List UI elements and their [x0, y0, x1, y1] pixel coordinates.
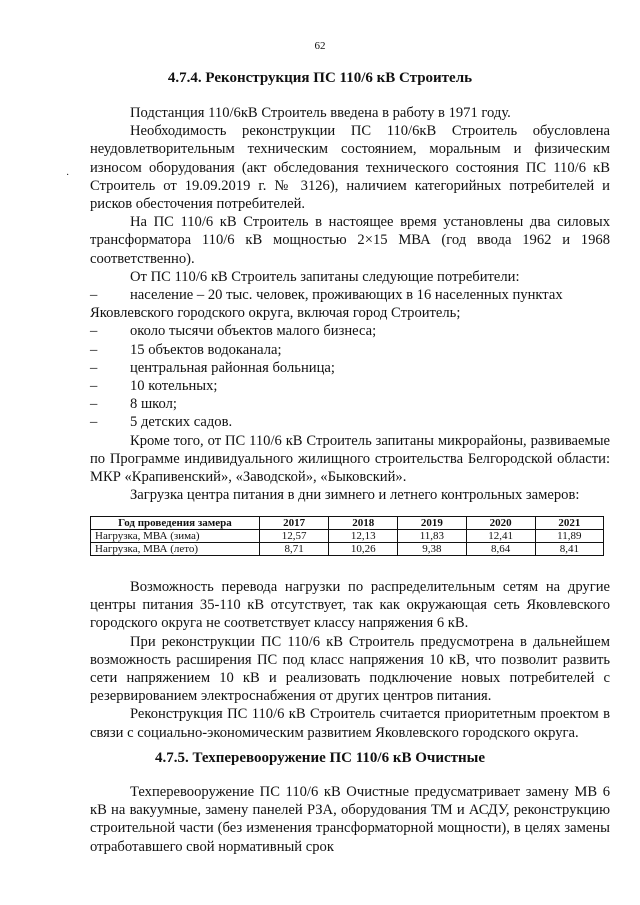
list-item [90, 413, 610, 431]
paragraph: Техперевооружение ПС 110/6 кВ Очистные предусматривает замену МВ 6 кВ на вакуумные, замену панелей РЗА, оборудования ТМ и АСДУ, реконструкцию строительной части (без изменения трансформаторной мощности), в целях замены отработавшего свой нормативный срок [90, 784, 610, 855]
list-item [90, 322, 610, 340]
table-cell: 10,26 [329, 543, 398, 556]
list-dash: – [90, 359, 98, 376]
table-cell: 8,41 [535, 543, 603, 556]
list-item [90, 395, 610, 413]
load-table [90, 516, 604, 556]
section-heading-4-7-4: 4.7.4. Реконструкция ПС 110/6 кВ Строитель [167, 70, 473, 86]
table-row [91, 543, 604, 556]
table-cell: 12,41 [466, 530, 535, 543]
list-item [90, 359, 610, 377]
table-cell: Нагрузка, МВА (лето) [91, 543, 260, 556]
list-dash: – [90, 414, 98, 431]
list-dash: – [90, 287, 98, 304]
list-item [90, 341, 610, 359]
list-item-text: население – 20 тыс. человек, проживающих в 16 населенных пунктах [130, 287, 563, 304]
paragraph: Необходимость реконструкции ПС 110/6кВ Строитель обусловлена неудовлетворительным техническим состоянием, моральным и физическим износом оборудования (акт обследования технического состояния ПС 110/6 кВ Строитель от 19.09.2019 г. № 3126), наличием категорийных потребителей и рисков обесточения потребителей. [90, 123, 610, 213]
consumer-list [90, 286, 610, 432]
page-number: 62 [314, 40, 326, 52]
table-row [91, 530, 604, 543]
list-item-text: 8 школ; [130, 396, 177, 413]
section-1-closing [90, 578, 610, 742]
table-cell: 8,71 [260, 543, 329, 556]
table-cell: 11,83 [398, 530, 466, 543]
table-header-cell: 2021 [535, 517, 603, 530]
list-dash: – [90, 396, 98, 413]
table-header-cell: 2019 [398, 517, 466, 530]
table-cell: 12,57 [260, 530, 329, 543]
list-item-text: около тысячи объектов малого бизнеса; [130, 323, 377, 340]
list-item-text: 15 объектов водоканала; [130, 341, 282, 358]
section-heading-4-7-5: 4.7.5. Техперевооружение ПС 110/6 кВ Очистные [154, 750, 486, 766]
list-item-text: 5 детских садов. [130, 414, 233, 431]
table-cell: 8,64 [466, 543, 535, 556]
paragraph: Реконструкция ПС 110/6 кВ Строитель считается приоритетным проектом в связи с социально-экономическим развитием Яковлевского городского округа. [90, 706, 610, 741]
list-item-continuation: Яковлевского городского округа, включая город Строитель; [90, 305, 461, 322]
paragraph: При реконструкции ПС 110/6 кВ Строитель предусмотрена в дальнейшем возможность расширения ПС под класс напряжения 10 кВ, что позволит развить сети напряжением 10 кВ и реализовать подключение новых потребителей с резервированием электроснабжения от других центров питания. [90, 633, 610, 705]
list-item-text: центральная районная больница; [130, 359, 335, 376]
table-cell: 9,38 [398, 543, 466, 556]
table-cell: 12,13 [329, 530, 398, 543]
table-cell: Нагрузка, МВА (зима) [91, 530, 260, 543]
table-header-cell: 2018 [329, 517, 398, 530]
margin-mark: · [66, 170, 70, 181]
list-item [90, 377, 610, 395]
table-cell: 11,89 [535, 530, 603, 543]
paragraph: Подстанция 110/6кВ Строитель введена в работу в 1971 году. [130, 105, 511, 121]
list-dash: – [90, 341, 98, 358]
table-header-cell: Год проведения замера [91, 517, 260, 530]
list-item-text: 10 котельных; [130, 378, 218, 395]
table-header-cell: 2017 [260, 517, 329, 530]
paragraph: Загрузка центра питания в дни зимнего и летнего контрольных замеров: [130, 487, 580, 504]
list-dash: – [90, 323, 98, 340]
list-dash: – [90, 378, 98, 395]
paragraph: От ПС 110/6 кВ Строитель запитаны следующие потребители: [130, 268, 520, 285]
table-header-row [91, 517, 604, 530]
section-1-body [90, 104, 610, 504]
section-2-body [90, 783, 610, 856]
paragraph: Кроме того, от ПС 110/6 кВ Строитель запитаны микрорайоны, развиваемые по Программе индивидуального жилищного строительства Белгородской области: МКР «Крапивенский», «Заводской», «Быковский». [90, 432, 610, 486]
paragraph: На ПС 110/6 кВ Строитель в настоящее время установлены два силовых трансформатора 110/6 кВ мощностью 2×15 МВА (год ввода 1962 и 1968 соответственно). [90, 214, 610, 267]
paragraph: Возможность перевода нагрузки по распределительным сетям на другие центры питания 35-110 кВ отсутствует, так как окружающая сеть Яковлевского городского округа не соответствует классу напряжения 6 кВ. [90, 579, 610, 632]
table-header-cell: 2020 [466, 517, 535, 530]
list-item [90, 286, 610, 304]
